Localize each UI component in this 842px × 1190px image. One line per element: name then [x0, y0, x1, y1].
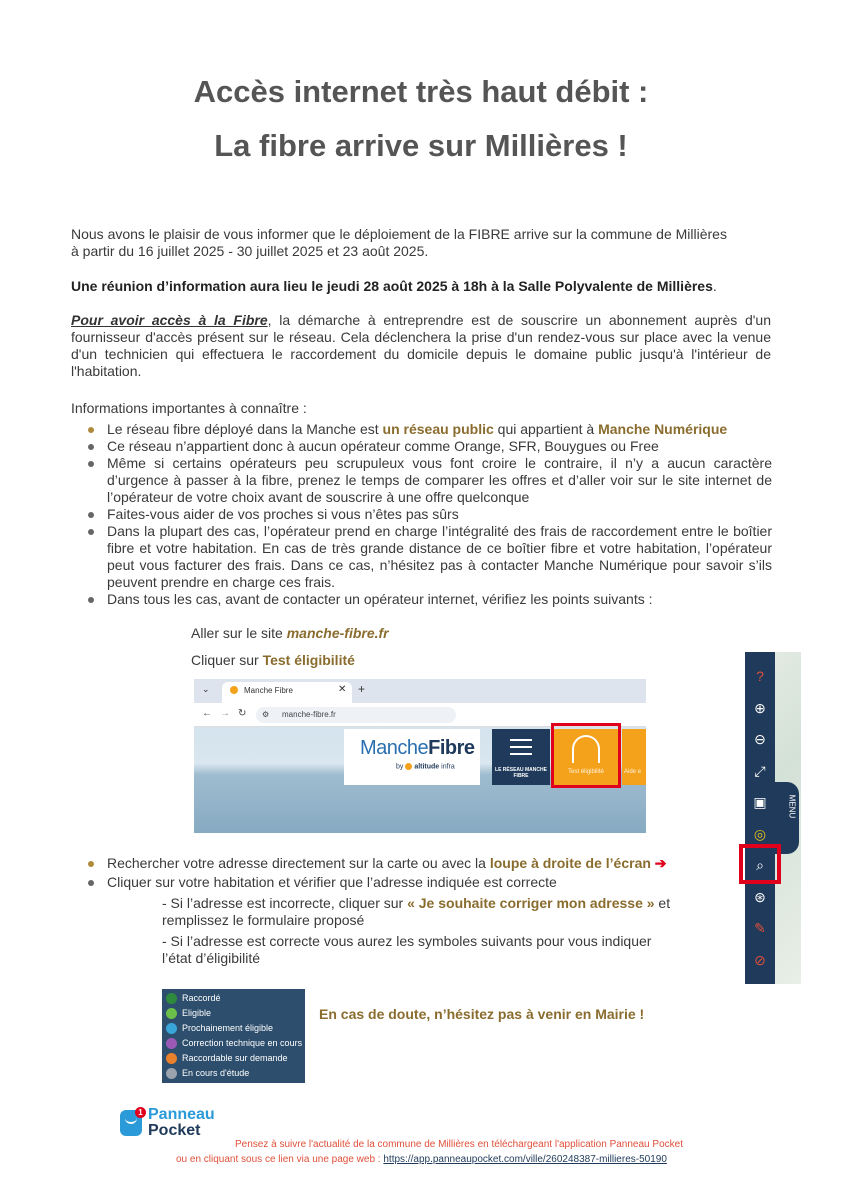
- footer-line1: Pensez à suivre l'actualité de la commune de Millières en téléchargeant l'application Panneau Pocket: [235, 1139, 683, 1150]
- bullet-text: Dans tous les cas, avant de contacter un opérateur internet, vérifiez les points suivants :: [107, 591, 653, 607]
- close-tab-icon[interactable]: ✕: [338, 684, 347, 695]
- sub-text: remplissez le formulaire proposé: [162, 912, 365, 928]
- status-icon: [166, 1068, 177, 1079]
- map-toolbar: [745, 652, 801, 984]
- info-list: [107, 421, 772, 608]
- bullet-text: Dans la plupart des cas, l’opérateur prend en charge l’intégralité des frais de raccordement entre le boîtier fibre et votre habitation. En cas de très grande distance de ce boîtier fibre et votre habitation, l’opérateur peut vous facturer des frais. Dans ce cas, n’hésitez pas à contacter Manche Numérique pour savoir s’ils peuvent prendre en charge ces frais.: [107, 523, 772, 590]
- site-info-icon[interactable]: ⚙: [262, 710, 270, 719]
- logo-line2: Pocket: [148, 1122, 201, 1139]
- url-text: manche-fibre.fr: [282, 710, 336, 719]
- legend-label: En cours d'étude: [182, 1068, 250, 1078]
- meeting-text: Une réunion d’information aura lieu le jeudi 28 août 2025 à 18h à la Salle Polyvalente de Millières: [71, 278, 713, 294]
- smile-shape: [125, 1118, 137, 1124]
- legend-label: Correction technique en cours: [182, 1038, 303, 1048]
- intro-line1: Nous avons le plaisir de vous informer que le déploiement de la FIBRE arrive sur la commune de Millières: [71, 226, 727, 242]
- legend-item: [166, 1006, 211, 1020]
- sub-text: l’état d’éligibilité: [162, 950, 261, 966]
- step-click-test: [191, 652, 355, 668]
- bullet-dot: [88, 444, 94, 450]
- forward-icon[interactable]: →: [220, 708, 230, 719]
- list-item: [107, 455, 772, 506]
- bullet-dot: [88, 597, 94, 603]
- logo-by: by: [396, 763, 404, 771]
- footer-link[interactable]: https://app.panneaupocket.com/ville/260248387-millieres-50190: [383, 1154, 667, 1165]
- browser-screenshot: [194, 679, 646, 833]
- menu-reseau-label: LE RÉSEAU MANCHE FIBRE: [495, 767, 547, 779]
- list-item: [107, 421, 772, 438]
- menu-tab-label: MENU: [787, 794, 797, 819]
- altitude-icon: [405, 763, 412, 770]
- bullet-text: Ce réseau n’appartient donc à aucun opérateur comme Orange, SFR, Bouygues ou Free: [107, 438, 659, 454]
- highlight-box: [551, 723, 621, 788]
- bullet-text: Cliquer sur votre habitation et vérifier que l’adresse indiquée est correcte: [107, 874, 557, 890]
- bullet-dot: [88, 880, 94, 886]
- zoom-out-icon[interactable]: ⊖: [754, 731, 766, 747]
- procedure-list: [107, 855, 772, 891]
- sub-incorrect: [162, 895, 732, 929]
- url-field[interactable]: [256, 707, 456, 723]
- wrench-icon[interactable]: ✎: [754, 920, 766, 936]
- sub-text: - Si l’adresse est correcte vous aurez les symboles suivants pour vous indiquer: [162, 933, 652, 949]
- page-title-line1: Accès internet très haut débit :: [193, 74, 649, 109]
- right-arrow-icon: ➔: [654, 855, 667, 871]
- list-item: [107, 523, 772, 591]
- bullet-text: Même si certains opérateurs peu scrupuleux vous font croire le contraire, il n’y a aucun caractère d’urgence à passer à la fibre, prenez le temps de comparer les offres et d’aller voir sur le site internet de l’opérateur de votre choix avant de souscrire à une offre quelconque: [107, 455, 772, 505]
- manche-fibre-logo[interactable]: [344, 729, 480, 785]
- public-network-highlight: un réseau public: [382, 421, 494, 437]
- bullet-dot: [88, 861, 94, 867]
- footer-text: ou en cliquant sous ce lien via une page web :: [176, 1154, 384, 1165]
- fullscreen-icon[interactable]: ⤢: [754, 763, 766, 779]
- sub-text: et: [654, 895, 671, 911]
- footer-line2: [176, 1154, 667, 1165]
- legend-item: [166, 1036, 302, 1050]
- logo-byline: [396, 763, 455, 770]
- bullet-text: qui appartient à: [493, 421, 599, 437]
- legend-item: [166, 1051, 288, 1065]
- correct-address-link[interactable]: « Je souhaite corriger mon adresse »: [407, 895, 655, 911]
- add-marker-icon[interactable]: ⊛: [754, 889, 766, 905]
- legend-label: Raccordable sur demande: [182, 1053, 288, 1063]
- test-eligibility-text: Test éligibilité: [262, 652, 355, 668]
- step-text: Cliquer sur: [191, 652, 263, 668]
- favicon-icon: [230, 686, 238, 694]
- locate-icon[interactable]: ◎: [753, 826, 767, 842]
- manche-numerique-highlight: Manche Numérique: [598, 421, 728, 437]
- legend-item: [166, 1021, 273, 1035]
- doubt-message: En cas de doute, n’hésitez pas à venir en Mairie !: [319, 1006, 645, 1022]
- access-lead: Pour avoir accès à la Fibre: [71, 312, 268, 328]
- meeting-paragraph: [71, 278, 771, 295]
- legend-item: [166, 991, 221, 1005]
- hamburger-icon: [510, 739, 532, 741]
- access-paragraph: [71, 312, 771, 380]
- reload-icon[interactable]: ↻: [238, 708, 247, 719]
- status-icon: [166, 1023, 177, 1034]
- bullet-text: Le réseau fibre déployé dans la Manche est: [107, 421, 383, 437]
- test-eligibility-label: Test éligibilité: [568, 769, 604, 775]
- help-icon[interactable]: ?: [756, 668, 764, 684]
- new-tab-icon[interactable]: +: [358, 682, 366, 696]
- legend-item: [166, 1066, 249, 1080]
- zoom-in-icon[interactable]: ⊕: [754, 700, 766, 716]
- bullet-text: Faites-vous aider de vos proches si vous n’êtes pas sûrs: [107, 506, 459, 522]
- status-icon: [166, 1008, 177, 1019]
- menu-reseau-button[interactable]: [492, 729, 550, 785]
- logo-line1: Panneau: [148, 1106, 215, 1123]
- eligibility-legend: [162, 989, 305, 1083]
- bullet-dot: [88, 529, 94, 535]
- list-item: [107, 874, 772, 891]
- legend-label: Eligible: [182, 1008, 212, 1018]
- meeting-end: .: [712, 278, 717, 294]
- logo-brand: altitude: [414, 763, 440, 771]
- tab-list-icon[interactable]: ⌄: [202, 684, 210, 694]
- no-view-icon[interactable]: ⊘: [754, 952, 766, 968]
- browser-tab-bar: [194, 679, 646, 703]
- bullet-text: Rechercher votre adresse directement sur la carte ou avec la: [107, 855, 490, 871]
- back-icon[interactable]: ←: [202, 708, 212, 719]
- site-link[interactable]: manche-fibre.fr: [286, 625, 389, 641]
- sub-correct: [162, 933, 732, 967]
- list-item: [107, 855, 772, 872]
- bullet-dot: [88, 427, 94, 433]
- status-icon: [166, 1053, 177, 1064]
- page-title-line2: La fibre arrive sur Millières !: [214, 128, 628, 163]
- status-icon: [166, 993, 177, 1004]
- intro-line2: à partir du 16 juillet 2025 - 30 juillet 2025 et 23 août 2025.: [71, 243, 429, 259]
- bullet-dot: [88, 461, 94, 467]
- aide-button[interactable]: [622, 729, 646, 785]
- logo-part1: Manche: [360, 737, 429, 759]
- info-heading: Informations importantes à connaître :: [71, 400, 307, 416]
- search-icon[interactable]: ⌕: [756, 857, 764, 873]
- browser-tab[interactable]: [222, 682, 352, 703]
- step-text: Aller sur le site: [191, 625, 287, 641]
- aide-label: Aide e: [624, 769, 642, 775]
- intro-paragraph: [71, 226, 771, 260]
- bullet-dot: [88, 512, 94, 518]
- status-icon: [166, 1038, 177, 1049]
- tab-title: Manche Fibre: [244, 686, 293, 695]
- legend-label: Raccordé: [182, 993, 221, 1003]
- list-item: [107, 591, 772, 608]
- magnifier-highlight: loupe à droite de l’écran: [489, 855, 651, 871]
- access-rest: , la démarche à entreprendre est de souscrire un abonnement auprès d'un fournisseur d'accès présent sur le réseau. Cela déclenchera la prise d'un rendez-vous sur place avec la venue d'un technicien qui effectuera le raccordement du domicile depuis le domaine public jusqu'à l'intérieur de l'habitation.: [71, 312, 771, 379]
- image-icon[interactable]: ▣: [753, 794, 767, 810]
- notification-badge: 1: [135, 1107, 146, 1118]
- step-visit-site: [191, 625, 389, 641]
- logo-part2: Fibre: [428, 737, 475, 759]
- list-item: [107, 506, 772, 523]
- logo-wordmark: [360, 737, 475, 760]
- legend-label: Prochainement éligible: [182, 1023, 274, 1033]
- list-item: [107, 438, 772, 455]
- sub-text: - Si l’adresse est incorrecte, cliquer sur: [162, 895, 408, 911]
- logo-infra: infra: [441, 763, 455, 771]
